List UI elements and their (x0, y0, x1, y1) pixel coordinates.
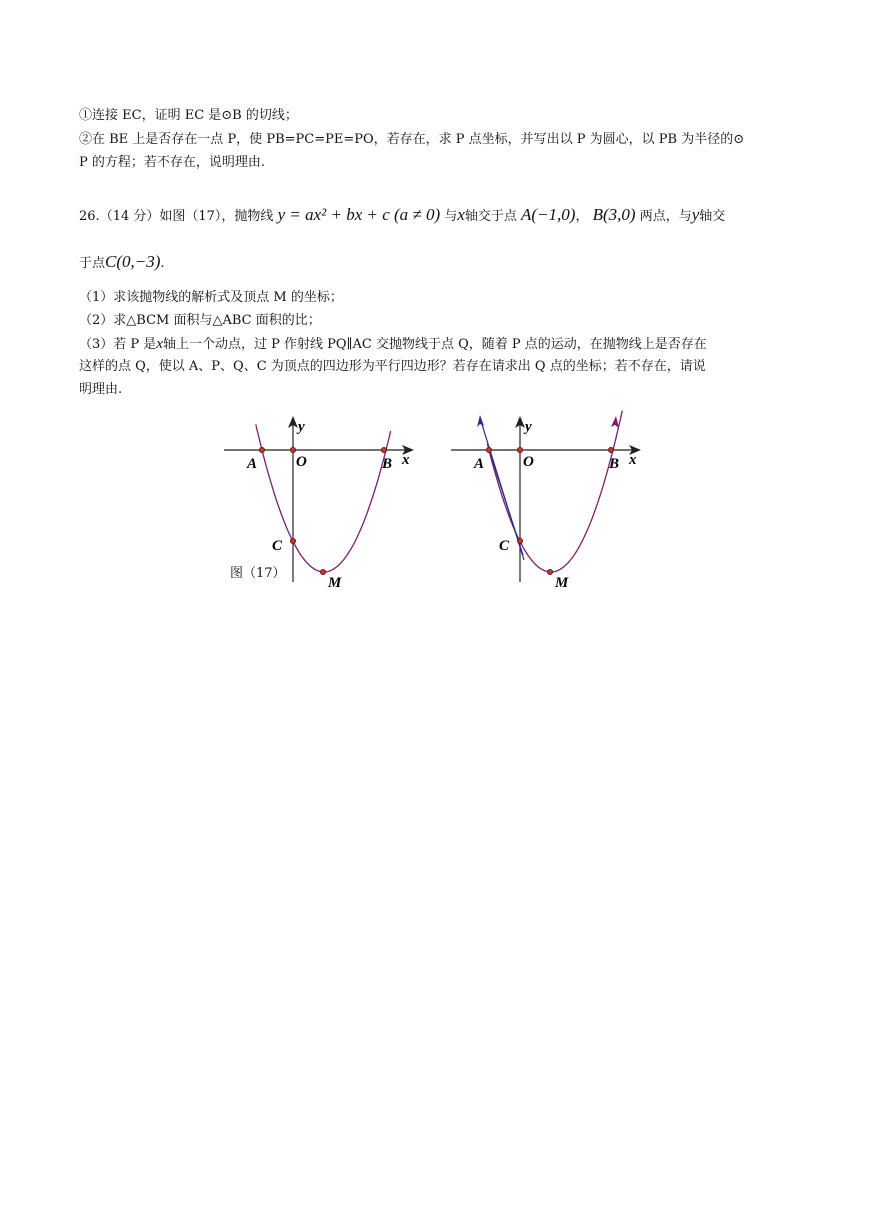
q26-point-b: B(3,0) (592, 205, 636, 224)
q26-text: 于点 (79, 256, 106, 271)
ray-pq-arrow (477, 415, 484, 427)
label-b: B (382, 456, 393, 472)
point-o (290, 447, 295, 452)
prev-part1: ①连接 EC，证明 EC 是⊙B 的切线； (79, 108, 298, 123)
q26-sub1: （1）求该抛物线的解析式及顶点 M 的坐标； (79, 290, 343, 305)
point-m (547, 569, 552, 574)
point-m (320, 569, 325, 574)
point-b (608, 447, 613, 452)
q26-xvar: x (457, 205, 465, 224)
q26-point-a: A(−1,0) (521, 205, 576, 224)
prev-part2-line2: P 的方程；若不存在，说明理由. (79, 155, 266, 170)
q26-text: 轴交于点 (464, 209, 517, 224)
q26-sub3-line2: 这样的点 Q，使以 A、P、Q、C 为顶点的四边形为平行四边形？若存在请求出 Q 点的坐标；若不存在，请说 (79, 359, 706, 374)
point-b (381, 447, 386, 452)
label-y: y (525, 419, 532, 435)
label-x: x (629, 452, 637, 468)
label-b: B (609, 456, 620, 472)
label-o: O (296, 454, 307, 470)
label-a: A (474, 456, 485, 472)
q26-sub2: （2）求△BCM 面积与△ABC 面积的比； (79, 313, 321, 328)
figure-left (222, 410, 422, 599)
q26-text: 两点，与 (639, 209, 692, 224)
q26-point-c: C(0,−3) (105, 252, 161, 271)
label-c: C (272, 538, 283, 554)
label-c: C (499, 538, 510, 554)
q26-text: 轴上一个动点，过 P 作射线 PQ∥AC 交抛物线于点 Q，随着 P 点的运动，在抛物线上是否存在 (162, 337, 707, 352)
label-a: A (247, 456, 258, 472)
q26-line1 (79, 207, 725, 225)
q26-comma: ， (575, 209, 589, 224)
point-o (517, 447, 522, 452)
label-y: y (298, 419, 305, 435)
q26-line2 (79, 254, 165, 272)
label-m: M (555, 575, 569, 591)
q26-sub3-line3: 明理由. (79, 382, 123, 397)
q26-period: . (160, 256, 165, 271)
q26-score: （14 分） (99, 209, 160, 224)
figure-right-svg (449, 410, 649, 595)
q26-equation: y = ax² + bx + c (a ≠ 0) (277, 205, 441, 224)
point-a (259, 447, 264, 452)
q26-yvar: y (691, 205, 700, 224)
q26-text: （3）若 P 是 (79, 337, 157, 352)
point-a (486, 447, 491, 452)
label-o: O (523, 454, 534, 470)
label-x: x (402, 452, 410, 468)
point-c (517, 538, 522, 543)
label-m: M (328, 575, 342, 591)
q26-number: 26. (79, 209, 100, 224)
q26-intro: 如图（17），抛物线 (159, 209, 274, 224)
point-c (290, 538, 295, 543)
figure-right (449, 410, 649, 599)
parabola-arrow (611, 416, 619, 428)
q26-sub3-line1 (79, 336, 707, 353)
q26-text: 轴交 (699, 209, 726, 224)
q26-text: 与 (444, 209, 458, 224)
prev-part2-line1: ②在 BE 上是否存在一点 P，使 PB=PC=PE=PO，若存在，求 P 点坐标，并写出以 P 为圆心，以 PB 为半径的⊙ (79, 132, 745, 147)
q26-sub3-xvar: x (156, 336, 163, 352)
figure-caption: 图（17） (230, 566, 286, 581)
